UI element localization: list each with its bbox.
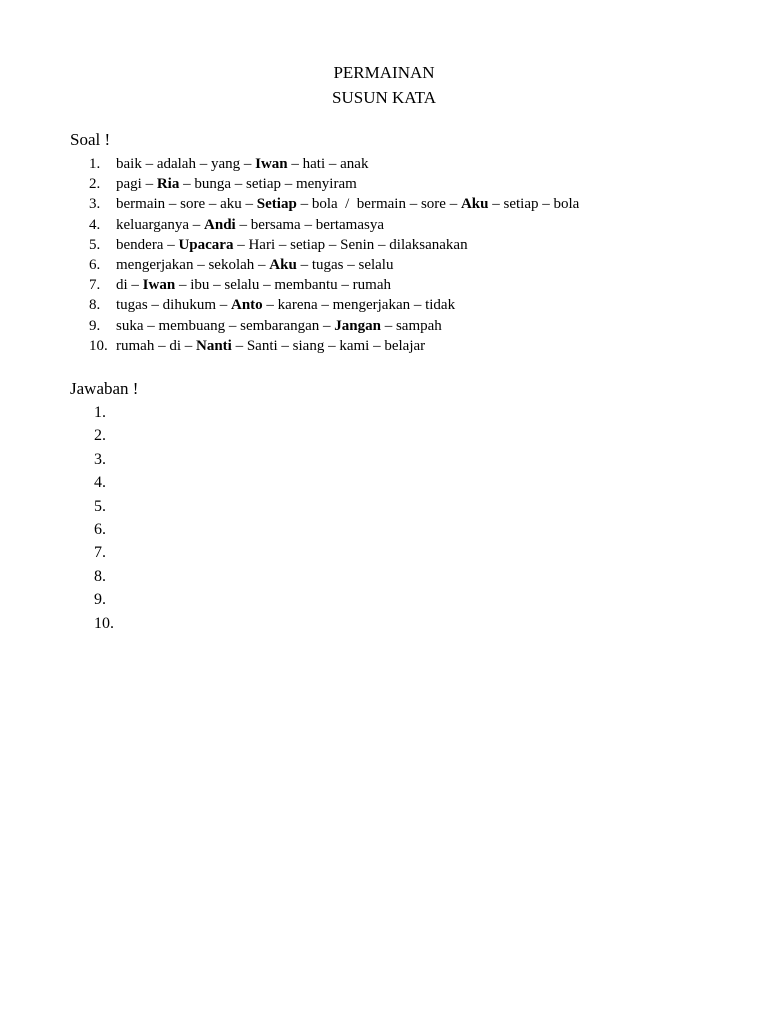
question-text: – bersama – bertamasya xyxy=(235,216,384,233)
question-text: – bunga – setiap – menyiram xyxy=(179,176,357,193)
question-number: 9. xyxy=(89,317,101,334)
question-item xyxy=(89,295,579,315)
question-text: – ibu – selalu – membantu – rumah xyxy=(175,277,391,294)
answer-number: 10. xyxy=(94,614,114,632)
answer-number: 3. xyxy=(94,450,106,468)
question-number: 3. xyxy=(89,196,101,213)
question-item xyxy=(89,316,579,336)
question-text: mengerjakan – sekolah – xyxy=(116,256,270,273)
jawaban-heading: Jawaban ! xyxy=(70,379,139,398)
document-subtitle: SUSUN KATA xyxy=(332,88,436,107)
answer-number: 2. xyxy=(94,427,106,445)
question-item xyxy=(89,215,579,235)
question-text: rumah – di – xyxy=(116,337,196,354)
question-bold-word: Aku xyxy=(269,256,297,273)
question-bold-word: Upacara xyxy=(178,236,234,253)
answer-number: 5. xyxy=(94,497,106,515)
answer-number: 6. xyxy=(94,520,106,538)
question-item xyxy=(89,154,579,174)
question-bold-word: Nanti xyxy=(196,337,232,354)
document-title: PERMAINAN xyxy=(333,63,435,82)
question-number: 10. xyxy=(89,337,108,354)
question-bold-word: Jangan xyxy=(334,317,381,334)
question-item xyxy=(89,255,579,275)
question-text: – Santi – siang – kami – belajar xyxy=(231,337,426,354)
question-text: di – xyxy=(116,277,143,294)
question-text: – setiap – bola xyxy=(488,196,580,213)
question-text: baik – adalah – yang – xyxy=(116,156,256,172)
question-text: suka – membuang – sembarangan – xyxy=(116,317,335,334)
question-item xyxy=(89,336,579,356)
question-text: bermain – sore – aku – xyxy=(116,196,257,213)
question-text: bendera – xyxy=(116,236,179,253)
question-text: keluarganya – xyxy=(116,216,205,233)
question-item xyxy=(89,174,579,194)
answer-number: 8. xyxy=(94,567,106,585)
answer-list xyxy=(94,403,114,637)
question-text: pagi – xyxy=(116,176,157,193)
question-number: 1. xyxy=(89,156,101,172)
soal-heading: Soal ! xyxy=(70,130,111,149)
question-bold-word: Iwan xyxy=(142,277,176,294)
question-number: 7. xyxy=(89,277,101,294)
answer-number: 7. xyxy=(94,544,106,562)
question-text: – sampah xyxy=(380,317,442,334)
question-bold-word: Andi xyxy=(204,216,236,233)
question-text: – karena – mengerjakan – tidak xyxy=(262,297,456,314)
question-list xyxy=(89,154,579,356)
question-bold-word: Aku xyxy=(460,196,489,213)
question-number: 2. xyxy=(89,176,101,193)
question-number: 5. xyxy=(89,236,101,253)
question-text: tugas – dihukum – xyxy=(116,297,231,314)
question-number: 6. xyxy=(89,256,101,273)
question-number: 4. xyxy=(89,216,101,233)
question-item xyxy=(89,194,579,214)
answer-number: 1. xyxy=(94,404,106,421)
question-text: – tugas – selalu xyxy=(296,256,394,273)
question-bold-word: Setiap xyxy=(256,196,297,213)
question-item xyxy=(89,235,579,255)
question-text: – hati – anak xyxy=(287,156,369,172)
question-number: 8. xyxy=(89,297,101,314)
question-bold-word: Anto xyxy=(231,297,263,314)
question-text: – bola / bermain – sore – xyxy=(296,196,461,213)
question-bold-word: Ria xyxy=(156,176,180,193)
answer-number: 9. xyxy=(94,591,106,609)
question-bold-word: Iwan xyxy=(255,156,288,172)
answer-number: 4. xyxy=(94,474,106,492)
question-text: – Hari – setiap – Senin – dilaksanakan xyxy=(233,236,468,253)
question-item xyxy=(89,275,579,295)
